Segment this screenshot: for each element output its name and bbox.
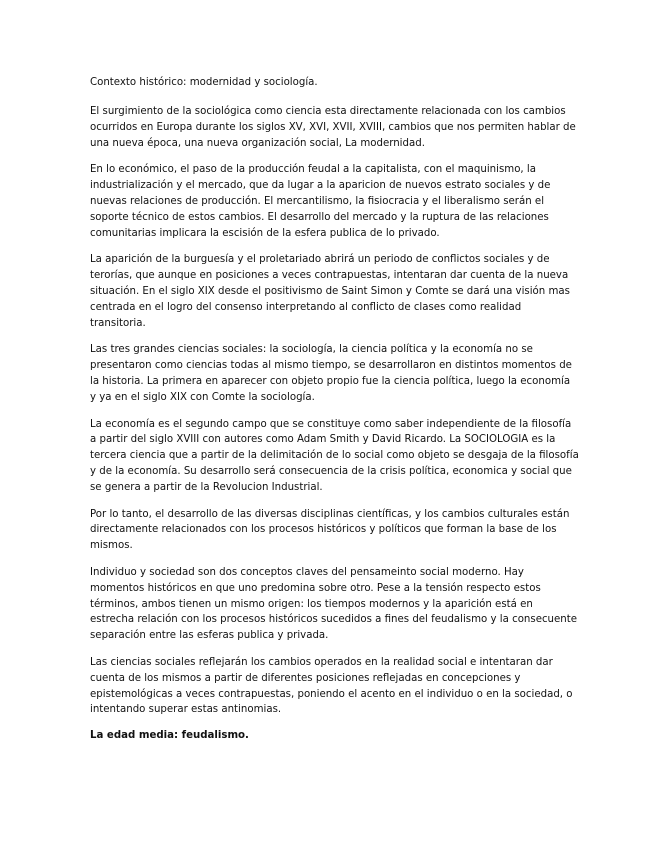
paragraph: La economía es el segundo campo que se constituye como saber independiente de la filosofía a partir del siglo XVIII con autores como Adam Smith y David Ricardo. La SOCIOLOGIA es la tercera ciencia que a partir de la delimitación de lo social como objeto se desgaja de la filosofía y de la economía. Su desarrollo será consecuencia de la crisis política, economica y social que se genera a partir de la Revolucion Industrial. <box>90 418 579 493</box>
paragraph: Las ciencias sociales reflejarán los cambios operados en la realidad social e intentaran dar cuenta de los mismos a partir de diferentes posiciones reflejadas en concepciones y epistemológicas a veces contrapuestas, poniendo el acento en el individuo o en la sociedad, o intentando superar estas antinomias. <box>90 656 573 716</box>
document-heading: Contexto histórico: modernidad y sociología. <box>90 77 318 88</box>
paragraph: El surgimiento de la sociológica como ciencia esta directamente relacionada con los cambios ocurridos en Europa durante los siglos XV, XVI, XVII, XVIII, cambios que nos permiten hablar de una nueva época, una nueva organización social, La modernidad. <box>90 106 576 149</box>
paragraph: Individuo y sociedad son dos conceptos claves del pensameinto social moderno. Hay momentos históricos en que uno predomina sobre otro. Pese a la tensión respecto estos términos, ambos tienen un mismo origen: los tiempos modernos y la aparición está en estrecha relación con los procesos históricos sucedidos a fines del feudalismo y la consecuente separación entre las esferas publica y privada. <box>90 566 578 642</box>
paragraph: Las tres grandes ciencias sociales: la sociología, la ciencia política y la economía no se presentaron como ciencias todas al mismo tiempo, se desarrollaron en distintos momentos de la historia. La primera en aparecer con objeto propio fue la ciencia política, luego la economía y ya en el siglo XIX con Comte la sociología. <box>90 344 572 403</box>
section-heading: La edad media: feudalismo. <box>90 730 249 742</box>
paragraph: En lo económico, el paso de la producción feudal a la capitalista, con el maquinismo, la industrialización y el mercado, que da lugar a la aparicion de nuevos estrato sociales y de nuevas relaciones de producción. El mercantilismo, la fisiocracia y el liberalismo serán el soporte técnico de estos cambios. El desarrollo del mercado y la ruptura de las relaciones comunitarias implicara la escisión de la esfera publica de lo privado. <box>90 164 551 239</box>
paragraph: Por lo tanto, el desarrollo de las diversas disciplinas científicas, y los cambios culturales están directamente relacionados con los procesos históricos y políticos que forman la base de los mismos. <box>90 508 570 552</box>
paragraph: La aparición de la burguesía y el proletariado abrirá un periodo de conflictos sociales y de terorías, que aunque en posiciones a veces contrapuestas, intentaran dar cuenta de la nueva situación. En el siglo XIX desde el positivismo de Saint Simon y Comte se dará una visión mas centrada en el logro del consenso interpretando al conflicto de clases como realidad transitoria. <box>90 254 570 329</box>
